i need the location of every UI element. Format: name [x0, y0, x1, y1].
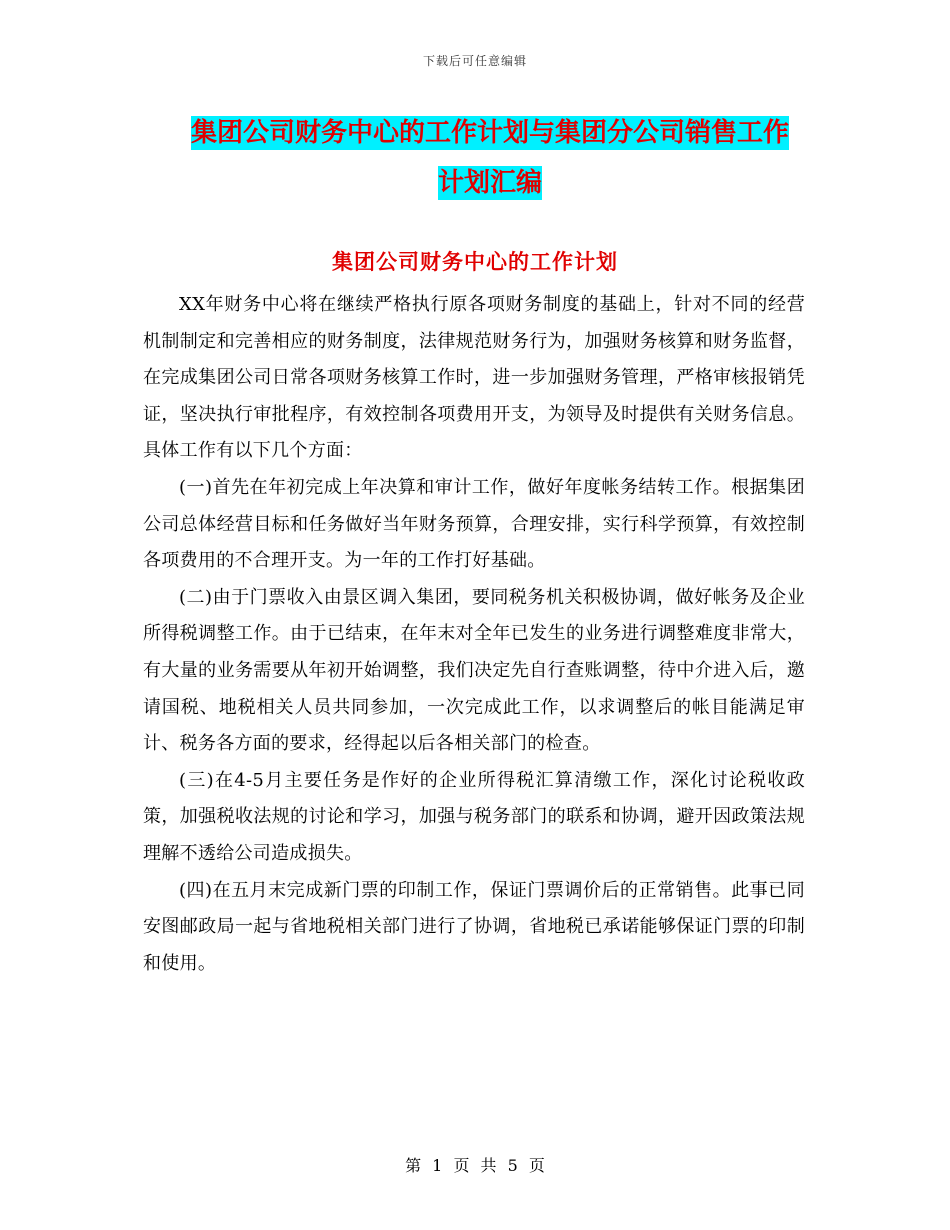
document-title [140, 108, 840, 208]
paragraph: (二)由于门票收入由景区调入集团，要同税务机关积极协调，做好帐务及企业所得税调整工作。由于已结束，在年末对全年已发生的业务进行调整难度非常大，有大量的业务需要从年初开始调整，我们决定先自行查账调整，待中介进入后，邀请国税、地税相关人员共同参加，一次完成此工作，以求调整后的帐目能满足审计、税务各方面的要求，经得起以后各相关部门的检查。 [143, 586, 805, 755]
paragraph: (一)首先在年初完成上年决算和审计工作，做好年度帐务结转工作。根据集团公司总体经营目标和任务做好当年财务预算，合理安排，实行科学预算，有效控制各项费用的不合理开支。为一年的工作打好基础。 [143, 476, 805, 572]
page-number-footer: 第 1 页 共 5 页 [405, 1156, 545, 1175]
body-text [143, 287, 805, 982]
paragraph: XX年财务中心将在继续严格执行原各项财务制度的基础上，针对不同的经营机制制定和完善相应的财务制度，法律规范财务行为，加强财务核算和财务监督，在完成集团公司日常各项财务核算工作时，进一步加强财务管理，严格审核报销凭证，坚决执行审批程序，有效控制各项费用开支，为领导及时提供有关财务信息。具体工作有以下几个方面： [143, 294, 805, 462]
document-title-line-1: 集团公司财务中心的工作计划与集团分公司销售工作 [190, 118, 789, 148]
document-title-line-2: 计划汇编 [437, 168, 542, 198]
paragraph: (四)在五月末完成新门票的印制工作，保证门票调价后的正常销售。此事已同安图邮政局一起与省地税相关部门进行了协调，省地税已承诺能够保证门票的印制和使用。 [143, 879, 805, 974]
section-title: 集团公司财务中心的工作计划 [332, 250, 618, 274]
header-note: 下载后可任意编辑 [422, 54, 527, 68]
paragraph: (三)在4-5月主要任务是作好的企业所得税汇算清缴工作，深化讨论税收政策，加强税收法规的讨论和学习，加强与税务部门的联系和协调，避开因政策法规理解不透给公司造成损失。 [143, 769, 805, 864]
